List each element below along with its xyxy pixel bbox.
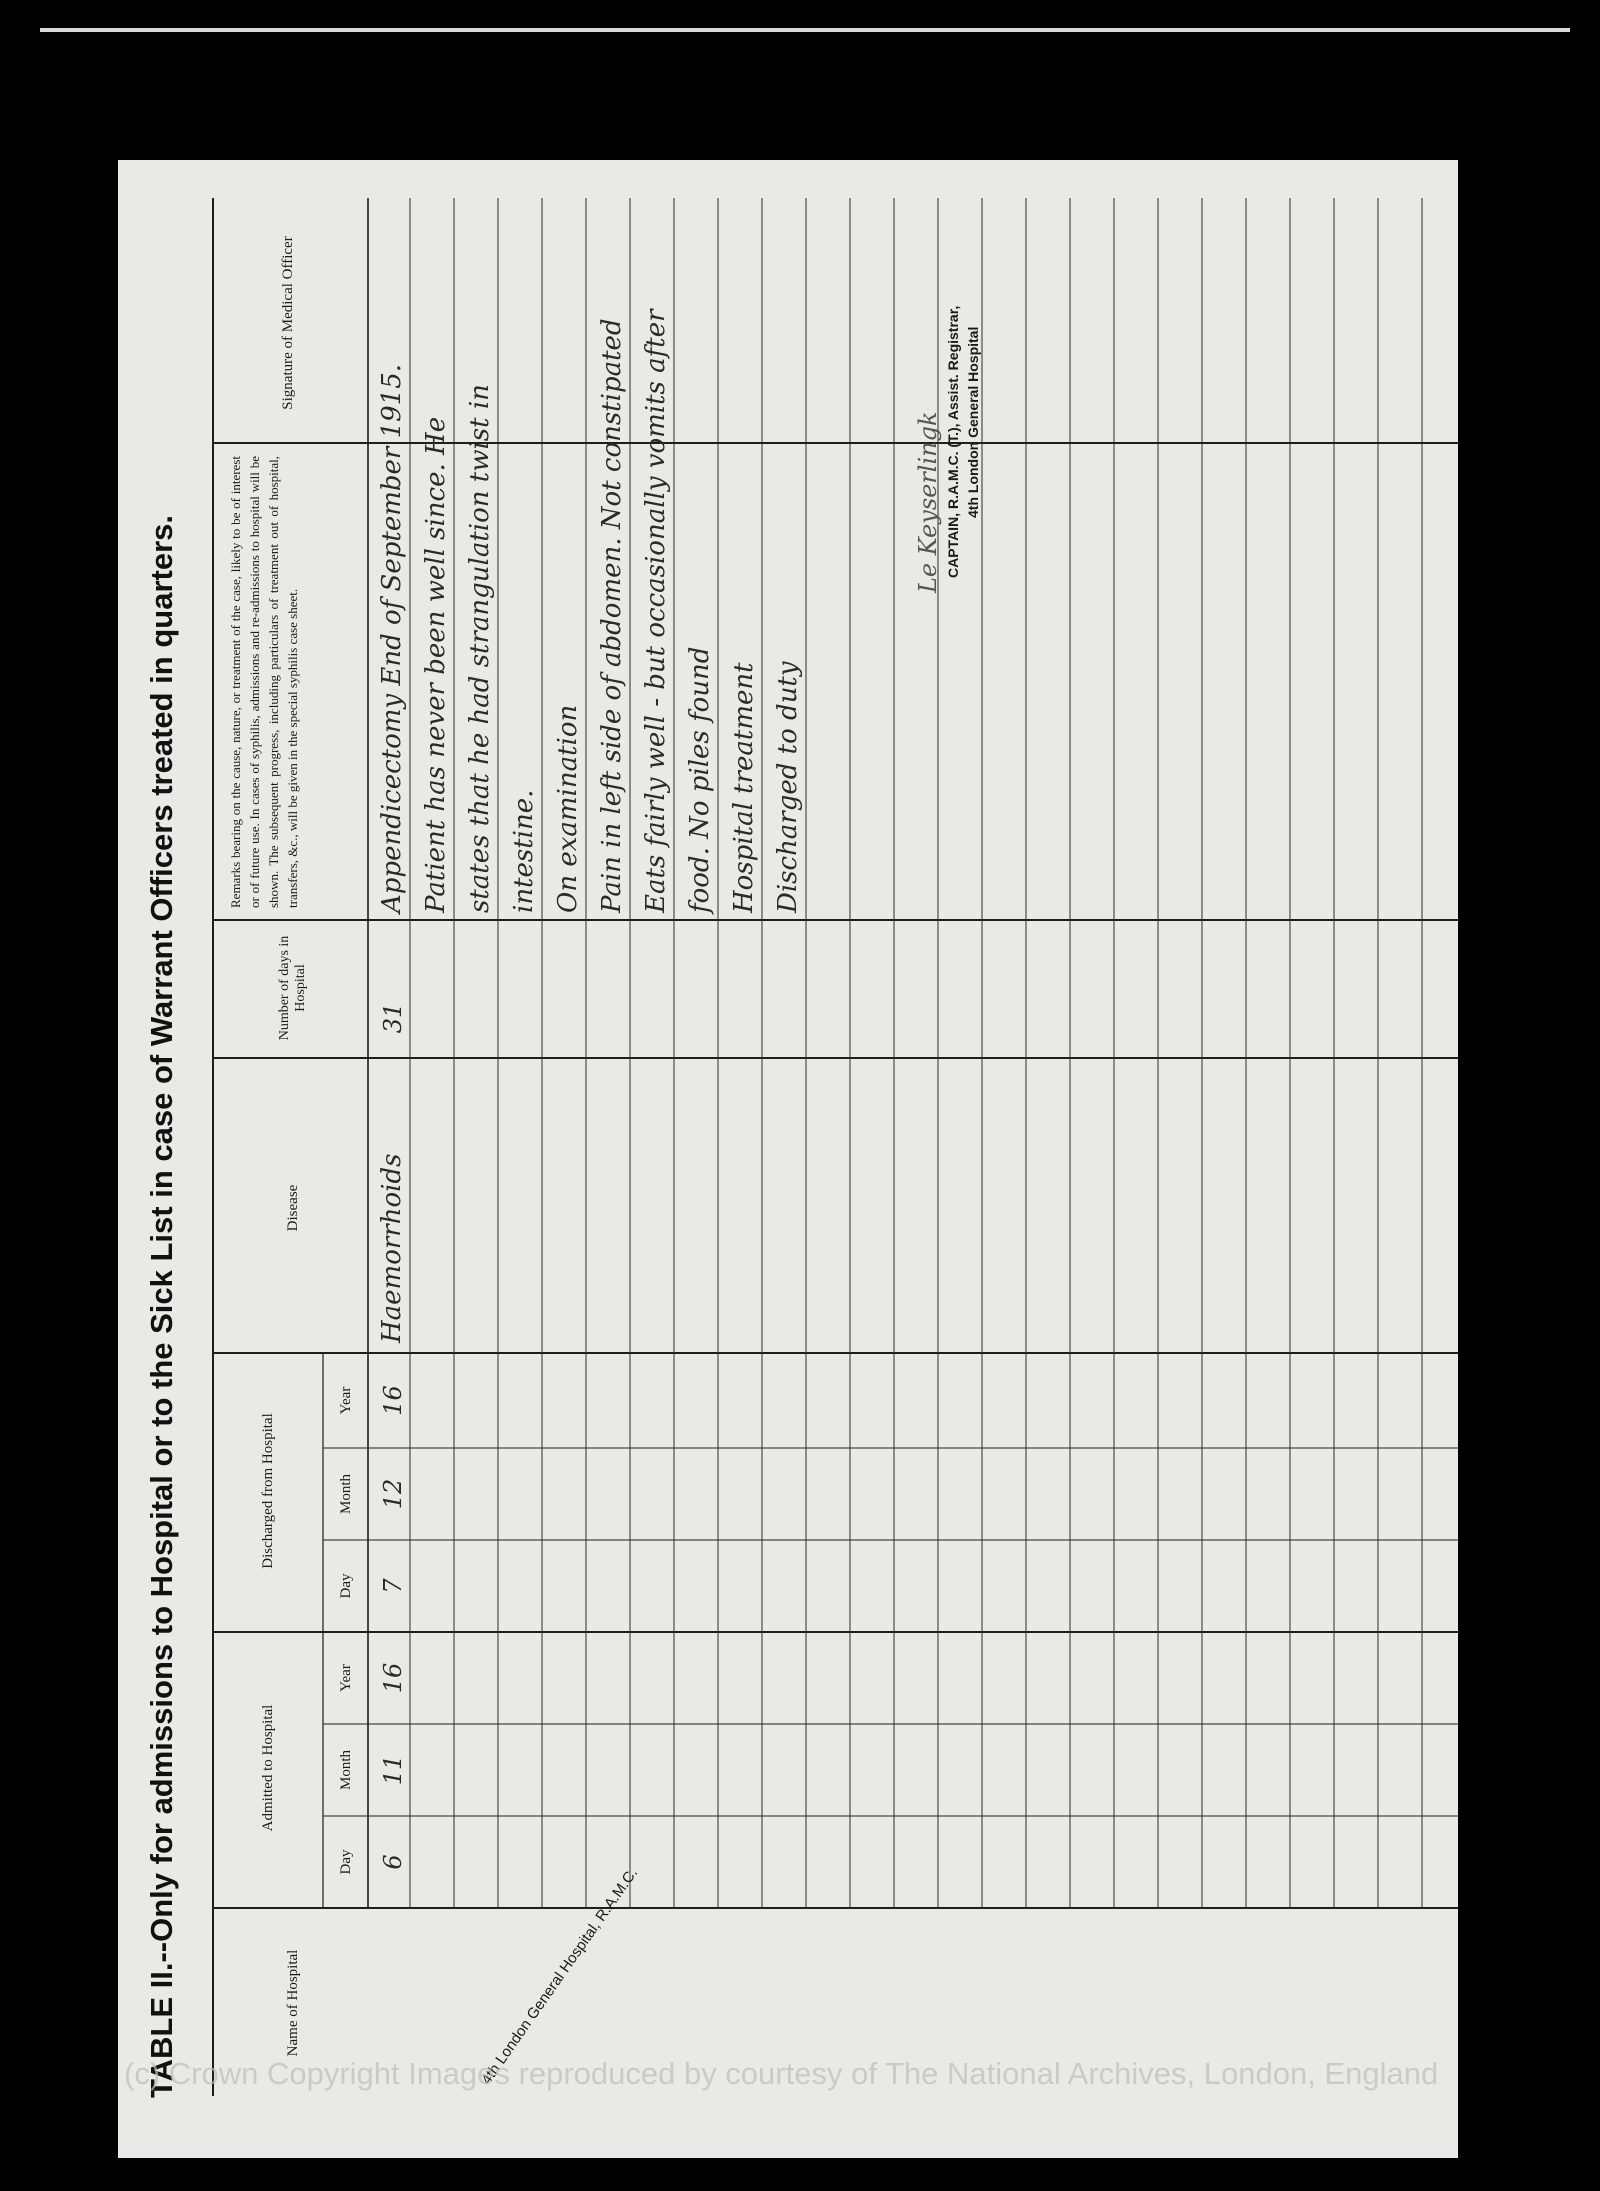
sick-list-form bbox=[118, 160, 1458, 2158]
remarks-line-3: states that he had strangulation twist in bbox=[465, 384, 495, 913]
remarks-line-5: On examination bbox=[553, 704, 583, 913]
header-admitted-day: Day bbox=[337, 1849, 354, 1875]
entry-days-in-hospital: 31 bbox=[379, 1002, 407, 1034]
header-signature-of-medical-officer: Signature of Medical Officer bbox=[279, 236, 296, 410]
remarks-line-10: Discharged to duty bbox=[773, 661, 803, 913]
registrar-stamp-line-1: CAPTAIN, R.A.M.C. (T.), Assist. Registrar, bbox=[945, 305, 961, 578]
copyright-watermark: (c) Crown Copyright Images reproduced by courtesy of The National Archives, London, England bbox=[124, 2056, 1439, 2091]
remarks-line-6: Pain in left side of abdomen. Not constipated bbox=[597, 318, 627, 913]
remarks-line-1: Appendicectomy End of September 1915. bbox=[377, 363, 407, 913]
registrar-stamp-line-2: 4th London General Hospital bbox=[965, 326, 981, 518]
header-admitted-to-hospital: Admitted to Hospital bbox=[259, 1704, 276, 1832]
header-admitted-year: Year bbox=[337, 1664, 354, 1692]
scan-border-line bbox=[40, 28, 1570, 32]
entry-disease: Haemorrhoids bbox=[377, 1153, 407, 1343]
header-days-in-hospital: Number of days in Hospital bbox=[277, 935, 308, 1041]
header-name-of-hospital: Name of Hospital bbox=[284, 1949, 301, 2057]
entry-admitted-month: 11 bbox=[379, 1754, 407, 1786]
header-disease: Disease bbox=[284, 1184, 301, 1232]
remarks-line-2: Patient has never been well since. He bbox=[421, 416, 451, 913]
remarks-line-8: food. No piles found bbox=[685, 646, 715, 913]
entry-admitted-year: 16 bbox=[379, 1662, 407, 1694]
document-page bbox=[118, 160, 1458, 2158]
entry-discharged-year: 16 bbox=[379, 1385, 407, 1416]
form-title: TABLE II.--Only for admissions to Hospital or to the Sick List in case of Warrant Officers treated in quarters. bbox=[144, 515, 179, 2098]
entry-admitted-day: 6 bbox=[379, 1854, 407, 1870]
header-discharged-day: Day bbox=[337, 1573, 354, 1599]
entry-discharged-month: 12 bbox=[379, 1478, 407, 1510]
header-discharged-month: Month bbox=[337, 1474, 354, 1515]
header-discharged-year: Year bbox=[337, 1386, 354, 1415]
remarks-line-9: Hospital treatment bbox=[729, 662, 759, 913]
hospital-stamp: 4th London General Hospital, R.A.M.C. bbox=[478, 1864, 642, 2088]
medical-officer-signature: Le Keyserlingk bbox=[914, 411, 942, 593]
entry-discharged-day: 7 bbox=[379, 1578, 407, 1594]
remarks-line-7: Eats fairly well - but occasionally vomits after bbox=[641, 309, 671, 913]
header-discharged-from-hospital: Discharged from Hospital bbox=[259, 1413, 276, 1569]
remarks-line-4: intestine. bbox=[509, 789, 539, 913]
header-admitted-month: Month bbox=[337, 1750, 354, 1791]
header-remarks: Remarks bearing on the cause, nature, or treatment of the case, likely to be of interest or of future use. In cases of syphilis, admissions and re-admissions to hospital will be shown. The subsequent progress, including particulars of treatment out of hospital, transfers, &c., will be given in the special syphilis case sheet. bbox=[228, 456, 300, 908]
